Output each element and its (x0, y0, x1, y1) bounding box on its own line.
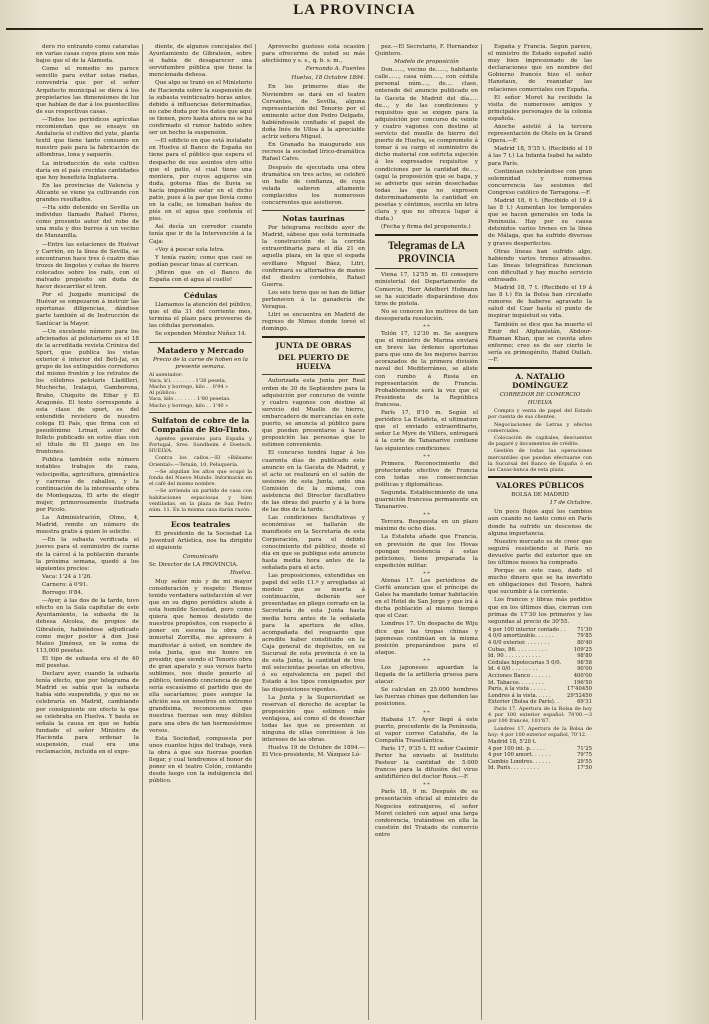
notice-paragraph: Contra los callos.—El «Bálsamo Oriental».—Tetuán, 10, Peluquería. (149, 455, 252, 468)
ad-name: A. NATALIO DOMÍNGUEZ (512, 372, 568, 391)
market-row (488, 627, 592, 634)
article-paragraph: —El edificio en que está instalado en Huelva el Banco de España no tiene para el público que espera el despacho de sus asuntos otro sitio que el patio, el cual tiene una montera, por cuyos agujeros sin duda, goteras filas de lluvia se hacía imposible estar en el dicho patio, pues á la par que llovía como en la calle, se tomaban baños de piés en el agua que contenía el piso. (149, 138, 252, 223)
article-paragraph: —Todos los periódicos agrícolas recomiendan que se ensaye en Andalucía el cultivo del yute, planta textil que tiene tanto consumo en nuestro país para la fabricación de alfombras, lona y saquerío. (36, 116, 139, 159)
article-paragraph: Por telegrama recibido ayer de Madrid, sábese que está terminada la construcción de la corrida extraordinaria para el día 21 en aquella plaza, en la que el espada sevillano Miguel Báez, Litri, confirmará su alternativa de manos del diestro cordobés, Rafael Guerra. (262, 225, 365, 288)
market-value: 29'55 (577, 758, 592, 765)
telegram-paragraph: París 17, 8'10 m. Según el periódico La Estafeta, el ultimatum que el enviado extraordinario, señor Le Myre de Villers, entregará á la corte de Tananarive contiene las siguientes condiciones: (375, 410, 478, 452)
article-paragraph: —Ha sido detenido en Sevilla un individuo llamado Rafael Flores, como presunto autor del robo de una mula y dos burros á un vecino de Manzanilla. (36, 205, 139, 240)
article-paragraph: «Voy á pescar esta letra. (155, 246, 225, 253)
market-label: Londres á la vista. . . . . (488, 692, 551, 699)
telegram-paragraph: Segunda. Establecimiento de una guarnición francesa permanente en Tananarive. (375, 489, 478, 511)
price-line: Al público: (149, 390, 177, 397)
telegram-paragraph: Tolón 17, 12'30 m. Se asegura que el ministro de Marina enviará en breve las órdenes oportunas para que uno de los mejores barcos acorazados de la primera división naval del Mediterráneo, se aliste con rumbo á Rusia en representación de Francia. Probablemente será la vez que el Presidente de la República francesa. (375, 331, 478, 408)
article-paragraph: Muy señor mío y de mi mayor consideración y respeto: Hemos tenido verdadera satisfacción al ver que en su digno periódico alude á esta humilde Sociedad, pero como quiera que hemos desistido de nuestros propósitos, con respecto á poner en escena la obra del inmortal Zorrilla, me apresuro á manifestar á usted, en nombre de esta Junta, que me honro en presidir, que siendo el Tenorio obra de gran aparato y sus versos harto sublimes, nos duele ponerlo al público, teniendo conciencia de que sería escasísimo el partido que de ella sacaríamos; pues aunque la afición sea en nosotros en extremo grandísima, reconocemos que nuestras fuerzas son muy débiles para una obra de tan hermosísimos versos. (149, 578, 252, 734)
market-row (488, 686, 592, 693)
article-paragraph: diente, de algunos concejales del Ayuntamiento de Gibraleón, sobre si había de desaparecer una servidumbre pública que tiene la mencionada dehesa. (149, 44, 252, 79)
separator-star: * * (423, 512, 430, 519)
article-paragraph: Anoche asistió á la tercera representación de Otelo en la Grand Opera.—F. (488, 124, 592, 145)
telegram-paragraph: No se conocen los motivos de tan desesperada resolución. (375, 308, 478, 322)
junta-heading: JUNTA DE OBRAS (275, 341, 352, 351)
signature: Fernando A. Fuentes (305, 66, 365, 73)
price-line: Vaca, kilo . . . . . . . 1'80 pesetas. (149, 396, 231, 403)
article-paragraph: Las proposiciones, extendidas en papel del sello 11.º y arregladas al modelo que se inserta á continuación, deberán ser presentadas en pliego cerrado en la Secretaría de esta Junta hasta media hora antes de la señalada para la apertura de ellos, acompañada del resguardo que acredite haber constituido en la Caja general de depósitos, en su Sucursal de esta provincia ó en la de esta Junta, la cantidad de tres mil seiscientas pesetas en efectivo, ó su equivalencia en papel del Estado á los tipos consignados por las disposiciones vigentes. (262, 573, 365, 693)
article-paragraph: El señor Moret ha recibido la visita de numerosos amigos y principales personajes de la colonia española. (488, 94, 592, 122)
market-label: Acciones Banco . . . . . . (488, 673, 551, 679)
article-paragraph: En los primeros días de Noviembre se dará en el teatro Cervantes, de Sevilla, alguna representación del Tenorio por el eminente actor don Pedro Delgado, habiéndosele confiado el papel de doña Inés de Ulloa á la apreciable actriz señora Miguel. (262, 84, 365, 141)
article-paragraph: España y Francia. Según parece, el ministro de Estado español salió muy bien impresionado de las declaraciones que en nombre del Gobierno francés hizo el señor Hanotaux, de reanudar las relaciones comerciales con España. (488, 44, 592, 93)
market-label: 4 0/0 amortizable. . . . . . (488, 633, 554, 640)
market-label: 4 por 100 int. p. . . . . (488, 745, 545, 752)
telegram-paragraph: París 18, 9 m. Después de su presentación oficial al ministro de Negocios extranjeros, el señor Moret celebró con aquel una larga conferencia, tratándose en ella la cuestión del Tratado de comercio entre (375, 789, 478, 838)
market-row (488, 660, 592, 667)
article-paragraph: Continúan celebrándose con gran solemnidad y numerosa concurrencia las sesiones del Congreso católico de Tarragona.—F. (488, 168, 592, 196)
separator-star: * * (423, 453, 430, 460)
market-row (488, 746, 592, 753)
market-row (488, 765, 592, 772)
section-rule (149, 287, 252, 288)
article-paragraph: Se expenden Méndez Núñez 14. (155, 331, 247, 338)
telegram-paragraph: La Estafeta añade que Francia, en previsión de que los Hovas opongan resistencia á estas peticiones, tiene preparada la expedición militar. (375, 534, 478, 569)
market-label: París, á la vista . . . . . (488, 686, 546, 693)
junta-heading-2: DEL PUERTO DE HUELVA (277, 353, 350, 372)
column-3 (262, 44, 369, 1020)
telegram-paragraph: Los japoneses aguardan la llegada de la artillería gruesa para atacar. (375, 664, 478, 686)
market-row (488, 633, 592, 640)
article-paragraph: dero río entrando como cataratas en varias casas cuyos pisos son más bajos que el de la Alameda. (36, 44, 139, 65)
market-label: Cédulas hipotecarias 5 0/0. (488, 659, 562, 666)
article-paragraph: Como el remedio no parece sencillo para evitar estas riadas, convendría que por el señor Arquitecto municipal se diera á los propietarios las dimensiones de luz que habían de dar á los puentecillos de sus respectivas casas. (36, 66, 139, 115)
market-row (488, 666, 592, 673)
telegram-paragraph: Atenas 17. Los periódicos de Corfú anuncian que el príncipe de Gales ha mandado tomar habitación en el Hotel de San Jorge y que irá á dicha población al mismo tiempo que el Czar. (375, 577, 478, 620)
column-1 (36, 44, 143, 1020)
article-paragraph: Autorizada esta Junta por Real orden de 30 de Septiembre para la adquisición por concurso de veinte y cuatro vagones con destino al servicio del Muelle de hierro, embarcadero de mercancías en este puerto, se anuncia al público para que puedan presentarse á hacer proposición las personas que lo estimen conveniente. (262, 378, 365, 449)
column-4 (375, 44, 482, 1020)
separator-star: * * (423, 657, 430, 664)
ad-line: Gestión de todas las operaciones mercantiles que puedan efectuarse con la Sucursal del Banco de España ó en las Casas-banca de esta plaza. (488, 448, 592, 473)
section-rule (149, 412, 252, 413)
market-value: 79'75 (577, 752, 592, 759)
modelo-heading: Modelo de proposición (394, 59, 459, 66)
article-paragraph: —Entre las estaciones de Huévar y Carrión, en la línea de Sevilla, se encontraron hace tres ó cuatro días trozos de lingotes y cuñas de hierro colocados sobre los rails, con el malvado propósito sin duda de hacer descarrilar el tren. (36, 241, 139, 291)
telegram-paragraph: Viena 17, 12'55 m. El consejero ministerial del Departamento de Comercio, Herr Adelbert Hofmann se ha suicidado disparándose dos tiros de pistola. (375, 272, 478, 307)
article-paragraph: ¡Miren que en el Banco de España con el agua al cuello! (149, 269, 252, 283)
bolsa-date: 17 de Octubre. (549, 500, 592, 507)
separator-star: * * (423, 782, 430, 789)
masthead (0, 0, 709, 40)
market-label: 4 por 100 interior contado . . (488, 626, 566, 633)
article-paragraph: La Administración, Olmo, 4, Madrid, remite un número de muestra gratis á quien lo solicite. (36, 515, 139, 536)
section-heading-ecos: Ecos teatrales (170, 520, 231, 530)
market-row (488, 752, 592, 759)
section-heading-matadero: Matadero y Mercado (157, 345, 244, 355)
article-paragraph: Así decía un corredor cuando tenía que ir de la Intervención á la Caja: (149, 224, 252, 245)
article-paragraph: Y tenía razón; como que casi se podían pescar tinas al currican. (149, 254, 252, 268)
article-paragraph: Otras líneas han sufrido algo, habiendo varios trenes atrasados. Las líneas telegráficas funcionan con dificultad y hay mucho servicio entrasado. (488, 248, 592, 283)
article-paragraph: Declaro ayer, cuando la subasta tenía efecto, que por telegrama de Madrid se sabía que la subasta había sido suspendida, y que no se celebraría en Madrid, cambiando por consiguiente sin efecto la que se celebraba en Huelva. Y basta se señala la causa en que se había fundado el señor Ministro de Hacienda para ordenar la suspensión, cual era una reclamación, incluida en el expe- (36, 671, 139, 756)
market-row (488, 739, 592, 746)
market-value: 80'40 (577, 640, 592, 647)
article-paragraph: (Fecha y firma del proponente.) (381, 224, 471, 231)
article-paragraph: pez.—El Secretario, F. Hernández Quintero. (375, 44, 478, 58)
article-paragraph: Carnero: á 0'91. (42, 581, 89, 588)
signature-date: Huelva, 18 Octubre 1894. (291, 75, 365, 82)
section-rule (262, 210, 365, 211)
market-value: 71'25 (577, 745, 592, 752)
market-value: 17'50 (577, 765, 592, 772)
market-value: 71'30 (577, 626, 592, 633)
article-paragraph: Publica también este número notables trabajos de caza, velocipedia, agricultura, gimnástica y carreras de caballos, y la continuación de la interesante obra de Montegazza, El arte de elegir mujer, primorosamente ilustrada por Picolo. (36, 457, 139, 513)
market-value: 98'80 (577, 653, 592, 660)
section-rule (262, 374, 365, 375)
telegram-paragraph: París 17, 9'35 t. El señor Casimir Perier ha enviado al Instituto Pasteur la cantidad de 5.000 francos para la difusión del virus antidiftérico del doctor Roux.—F. (375, 745, 478, 781)
market-value: 79'85 (577, 633, 592, 640)
notice-paragraph: —Se arrienda un partido de casa con habitaciones espaciosas y bien ventiladas, en la plaza de San Pedro núm. 11. En la misma casa darán razón. (149, 488, 252, 514)
section-rule (149, 516, 252, 517)
sulfaton-heading: Sulfaton de cobre de la Compañía de Rio-Tinto. (151, 415, 250, 434)
article-paragraph: La introducción de este cultivo daría en el país crecidas cantidades que hoy beneficia Inglaterra. (36, 160, 139, 181)
notice-paragraph: —Se alquilan los altos que ocupó la fonda del Nuevo Mundo. Informarán en el café del mismo nombre. (149, 468, 252, 488)
separator-star: * * (423, 324, 430, 330)
article-paragraph: Llamamos la atención del público, que el día 31 del corriente mes, termina el plazo para proveerse de las cédulas personales. (149, 302, 252, 330)
article-paragraph: Huelva 19 de Octubre de 1894.—El Vice-presidente, M. Vázquez Ló- (262, 745, 365, 759)
ad-subtitle: CORREDOR DE COMERCIO (499, 392, 581, 399)
article-paragraph: Madrid 18, 5'35 t. (Recibido el 19 á las 7 t.) La Infanta Isabel ha salido para París. (488, 146, 592, 167)
market-value: 17'40450 (566, 686, 592, 693)
article-paragraph: Borrego: 0'84. (42, 590, 83, 597)
price-line: Macho y borrego, kilo . . 0'94 » (149, 383, 229, 390)
market-value: 109'25 (573, 646, 592, 653)
article-paragraph: Don......, vecino de......, habitante calle......, casa núm....., con cédula personal núm...., de.... clase, enterado del anuncio publicado en la Gaceta de Madrid del día..... de..., y de las condiciones y requisitos que se exigen para la adquisición por concurso de veinte y cuatro vagones con destino al servicio del muelle de hierro del puerto de Huelva, se compromete á tomar á su cargo el suministro de dicho material con estricta sujeción á los expresados requisitos y condiciones por la cantidad de..... (aquí la proposición que se haga, y se advierte que serán desechadas todas las que no expresen determinadamente la cantidad en pesetas y céntimos, escrita en letra clara y que no ofrezca lugar á duda.) (375, 67, 478, 223)
market-value: 98'58 (577, 659, 592, 666)
telegram-heading: Telegramas de LA PROVINCIA (388, 238, 465, 266)
price-line: Macho y borrego, kilo . . 1'40 » (149, 402, 229, 409)
article-paragraph: Porque en este caso, dado el mucho dinero que se ha invertido en obligaciones del Tesoro, habrá que sucumbir á la corriente. (488, 568, 592, 596)
bolsa-note: Londres 17. Apertura de la Bolsa de hoy: 4 por 100 exterior español, 70'12. (488, 725, 592, 738)
comunicado-place: Huelva. (230, 569, 252, 576)
bolsa-heading: BOLSA DE MADRID (511, 492, 569, 499)
article-paragraph: Los seis toros que se han de lidiar pertenecen á la ganadería de Veragua. (262, 289, 365, 311)
article-paragraph: La Junta y la Superioridad se reservan el derecho de aceptar la proposición que estimen más ventajosa, así como el de desechar todas las que se presenten si ninguna de ellas conviniese á los intereses de las obras. (262, 694, 365, 744)
market-label: Id. 90 . . . . . . . . . . . (488, 653, 541, 660)
article-paragraph: Por el Juzgado municipal de Huévar se empezaron á instruir las oportunas diligencias, dándose parte también al de Instrucción de Sanlúcar la Mayor. (36, 292, 139, 327)
comunicado-addressee: Sr. Director de LA PROVINCIA. (149, 561, 239, 568)
article-paragraph: Madrid 18, 6 t. (Recibido el 19 á las 8 t.) Aumentan los temporales que se hacen generales en toda la Península. Hay por su causa detenidos varios trenes en la línea de Málaga, que ha sufrido diversas y graves desperfectos. (488, 197, 592, 247)
market-label: Id. Tabacos. . . . . . . . (488, 679, 544, 686)
article-paragraph: Un poco flojos aquí los cambios aun cuando no tanto como en París donde ha sufrido un descenso de alguna importancia. (488, 509, 592, 537)
masthead-title: LA PROVINCIA (293, 2, 416, 18)
market-label: Id. París. . . . . . . . . (488, 765, 539, 772)
section-heading-toros: Notas taurinas (282, 214, 345, 224)
market-row (488, 673, 592, 680)
separator-star: * * (423, 709, 430, 716)
section-rule (149, 342, 252, 343)
article-paragraph: Las condiciones facultativas y económicas se hallarán de manifiesto en la Secretaría de esta Corporación, para el debido conocimiento del público, desde el día en que se publique este anuncio hasta media hora antes de la señalada para el acto. (262, 515, 365, 571)
telegram-paragraph: Habana 17. Ayer llegó á este puerto, procedente de la Península, el vapor correo Cataluña, de la Compañía Trasatlántica. (375, 716, 478, 744)
market-row (488, 640, 592, 647)
market-label: Cubas, 86. . . . . . . . . . (488, 646, 547, 653)
section-rule (375, 268, 478, 269)
article-paragraph: Nuestro mercado es de creer que seguirá resistiendo si París no devuelve parte del exterior que en los últimos meses ha comprado. (488, 538, 592, 566)
market-value: 69'31 (577, 699, 592, 706)
price-line: Vaca, k'l. . . . . . . . 1'26 peseta. (149, 377, 227, 384)
telegram-paragraph: Se calculan en 25.000 hombres las fuerzas chinas que defienden las posiciones. (375, 687, 478, 708)
ad-place: HUELVA (527, 400, 553, 407)
matadero-subtitle: Precio de la carne de hoben en la presente semana. (153, 356, 248, 370)
section-rule (262, 336, 365, 338)
market-label: Exterior (Bolsa de París). . (488, 699, 559, 706)
column-5 (488, 44, 595, 1020)
masthead-rule (6, 28, 703, 30)
separator-star: * * (423, 570, 430, 577)
article-paragraph: En Granada ha inaugurado sus recreos la sociedad lírico-dramática Rafael Calvo. (262, 142, 365, 163)
market-value: 400'00 (573, 673, 592, 679)
section-rule (375, 234, 478, 236)
article-paragraph: Que algo se tranó en el Ministerio de Hacienda sobre la suspensión de la subasta veinticuatro horas antes, debido á influencias determinadas, no cabe duda por los datos que aquí se tienen, pero hasta ahora no se ha confirmado el rumor habido sobre ser un hecho la suspensión. (149, 80, 252, 137)
column-2 (149, 44, 256, 1020)
article-paragraph: En las provincias de Valencia y Alicante se viene ya cultivando con grandes resultados. (36, 182, 139, 203)
market-row (488, 653, 592, 660)
article-paragraph: También se dice que ha muerto el Emir del Afghanistán, Abdour-Rhaman Khan, que se cuenta años enfermo; creo es de ser cierto le sería su primogénito, Habid Oullah.—F. (488, 321, 592, 364)
article-paragraph: Vaca: 1'24 á 1'26. (42, 573, 93, 580)
columns (36, 44, 704, 1020)
telegram-paragraph: Londres 17. Un despacho de Wiju dice que las tropas chinas y japonesas continúan en la misma posición preparándose para el ataque. (375, 621, 478, 656)
article-paragraph: —En la subasta verificada el jueves para el suministro de carne de la cárcel á la población durante la próxima semana, quedó á los siguientes precios: (36, 537, 139, 572)
market-row (488, 699, 592, 706)
article-paragraph: Litri se encuentra en Madrid de regreso de Nimes donde toreó el domingo. (262, 312, 365, 333)
article-paragraph: Esta Sociedad, compuesta por unos cuantos hijos del trabajo, verá la obra á que sus fuerzas puedan llegar, y cual tendremos el honor de poner en el teatro Colón, contando desde luego con la indulgencia del público. (149, 735, 252, 785)
notice-paragraph: Agentes generales para España y Portugal, Sres. Sundheim é Doetsch. HUELVA. (149, 435, 252, 455)
market-label: Id. 4 0/0 . . . . . . . . (488, 666, 538, 673)
article-paragraph: Después de ejecutada una obra dramática en tres actos, se celebró un baile de confianza, de cuya velada salieron altamente complacidos los numerosos concurrentes que asistieron. (262, 164, 365, 206)
price-line: Al asentador: (149, 371, 183, 378)
article-paragraph: El presidente de la Sociedad La Juventud Artística, nos ha dirigido el siguiente (149, 531, 252, 552)
article-paragraph: Madrid 18, 7 t. (Recibido el 19 á las 8 t.) En la Bolsa han circulado rumores de haberse agravado la salud del Czar hasta el punto de inspirar inquietud su vida. (488, 285, 592, 320)
section-rule (488, 367, 592, 369)
market-label: Madrid 18, 5'20 t. (488, 738, 537, 745)
bolsa-note: París 17. Apertura de la Bolsa de hoy 4 por 100 exterior español: 70'00.—3 por 100 francés, 101'67. (488, 705, 592, 725)
article-paragraph: El concurso tendrá lugar á los cuarenta días de publicado este anuncio en la Gaceta de Madrid, y el acto se realizará en el salón de sesiones de esta Junta, ante una Comisión de la misma, con asistencia del Director facultativo de las obras del puerto y á la hora de las dos de la tarde. (262, 450, 365, 514)
market-value: 29'52450 (566, 692, 592, 699)
market-label: 4 0/0 exterior. . . . . . . . (488, 640, 550, 647)
article-paragraph: Aprovecho gustoso esta ocasión para ofrecerme de usted su más afectísimo y s. s., q. b. s. m., (262, 44, 365, 65)
ad-line: Compra y venta de papel del Estado por cuenta de sus clientes. (488, 408, 592, 421)
section-rule (488, 476, 592, 478)
comunicado-label: Comunicado (182, 553, 219, 560)
market-label: 4 por 100 amort. . . . . . (488, 752, 551, 759)
market-row (488, 647, 592, 654)
article-paragraph: —Ayer, á las dos de la tarde, tuvo efecto en la Sala capitular de este Ayuntamiento, la subasta de la dehesa Alcolea, de propios de Gibraleón, habiéndose adjudicado como mejor postor á don José Mateo Jiménez, en la suma de 113,000 pesetas. (36, 598, 139, 654)
ad-line: Colocación de capitales, descuentos de pagaré y documentos de crédito. (488, 434, 592, 448)
telegram-paragraph: Tercera. Respuesta en un plazo máximo de ocho días. (375, 519, 478, 533)
ad-line: Negociaciones de Letras y efectos comerciales. (488, 421, 592, 434)
market-value: 196'50 (573, 679, 592, 686)
market-value: 90'00 (577, 666, 592, 673)
valores-heading: VALORES PÚBLICOS (495, 481, 585, 491)
article-paragraph: El tipo de subasta era el de 40 mil pesetas. (36, 655, 139, 669)
telegram-paragraph: Primera. Reconocimiento del protectorado efectivo de Francia con todas sus consecuencias políticas y diplomáticas. (375, 460, 478, 488)
section-heading-cedulas: Cédulas (183, 291, 218, 301)
article-paragraph: —Un excelente número para los aficionados al pelotarismo es el 18 de la acreditada revista Crónica del Sport, que publica los vistas exterior é interior del Beti-Jai, en grupo de los extinguidos corredores del mismo frontón y los retratos de los célebres pelotaris Lladilleri, Mucheche, Iralaqui, Gamborena, Brabo, Chiquito de Eibar y El Aragonés. El texto corresponde á esta clase de sport, es del entendido revistero de nuestro colega El País, que firma con el pseudónimo Lrinad, autor del folleto publicado en estos días con el título de El juego en los frontones. (36, 328, 139, 456)
article-paragraph: Los francos y libras más pedidos que en los últimos días, cierran con primas de 17'30 los primeros y las segundas al precio de 30'55. (488, 597, 592, 625)
market-label: Cambio Londres. . . . . . (488, 758, 551, 765)
